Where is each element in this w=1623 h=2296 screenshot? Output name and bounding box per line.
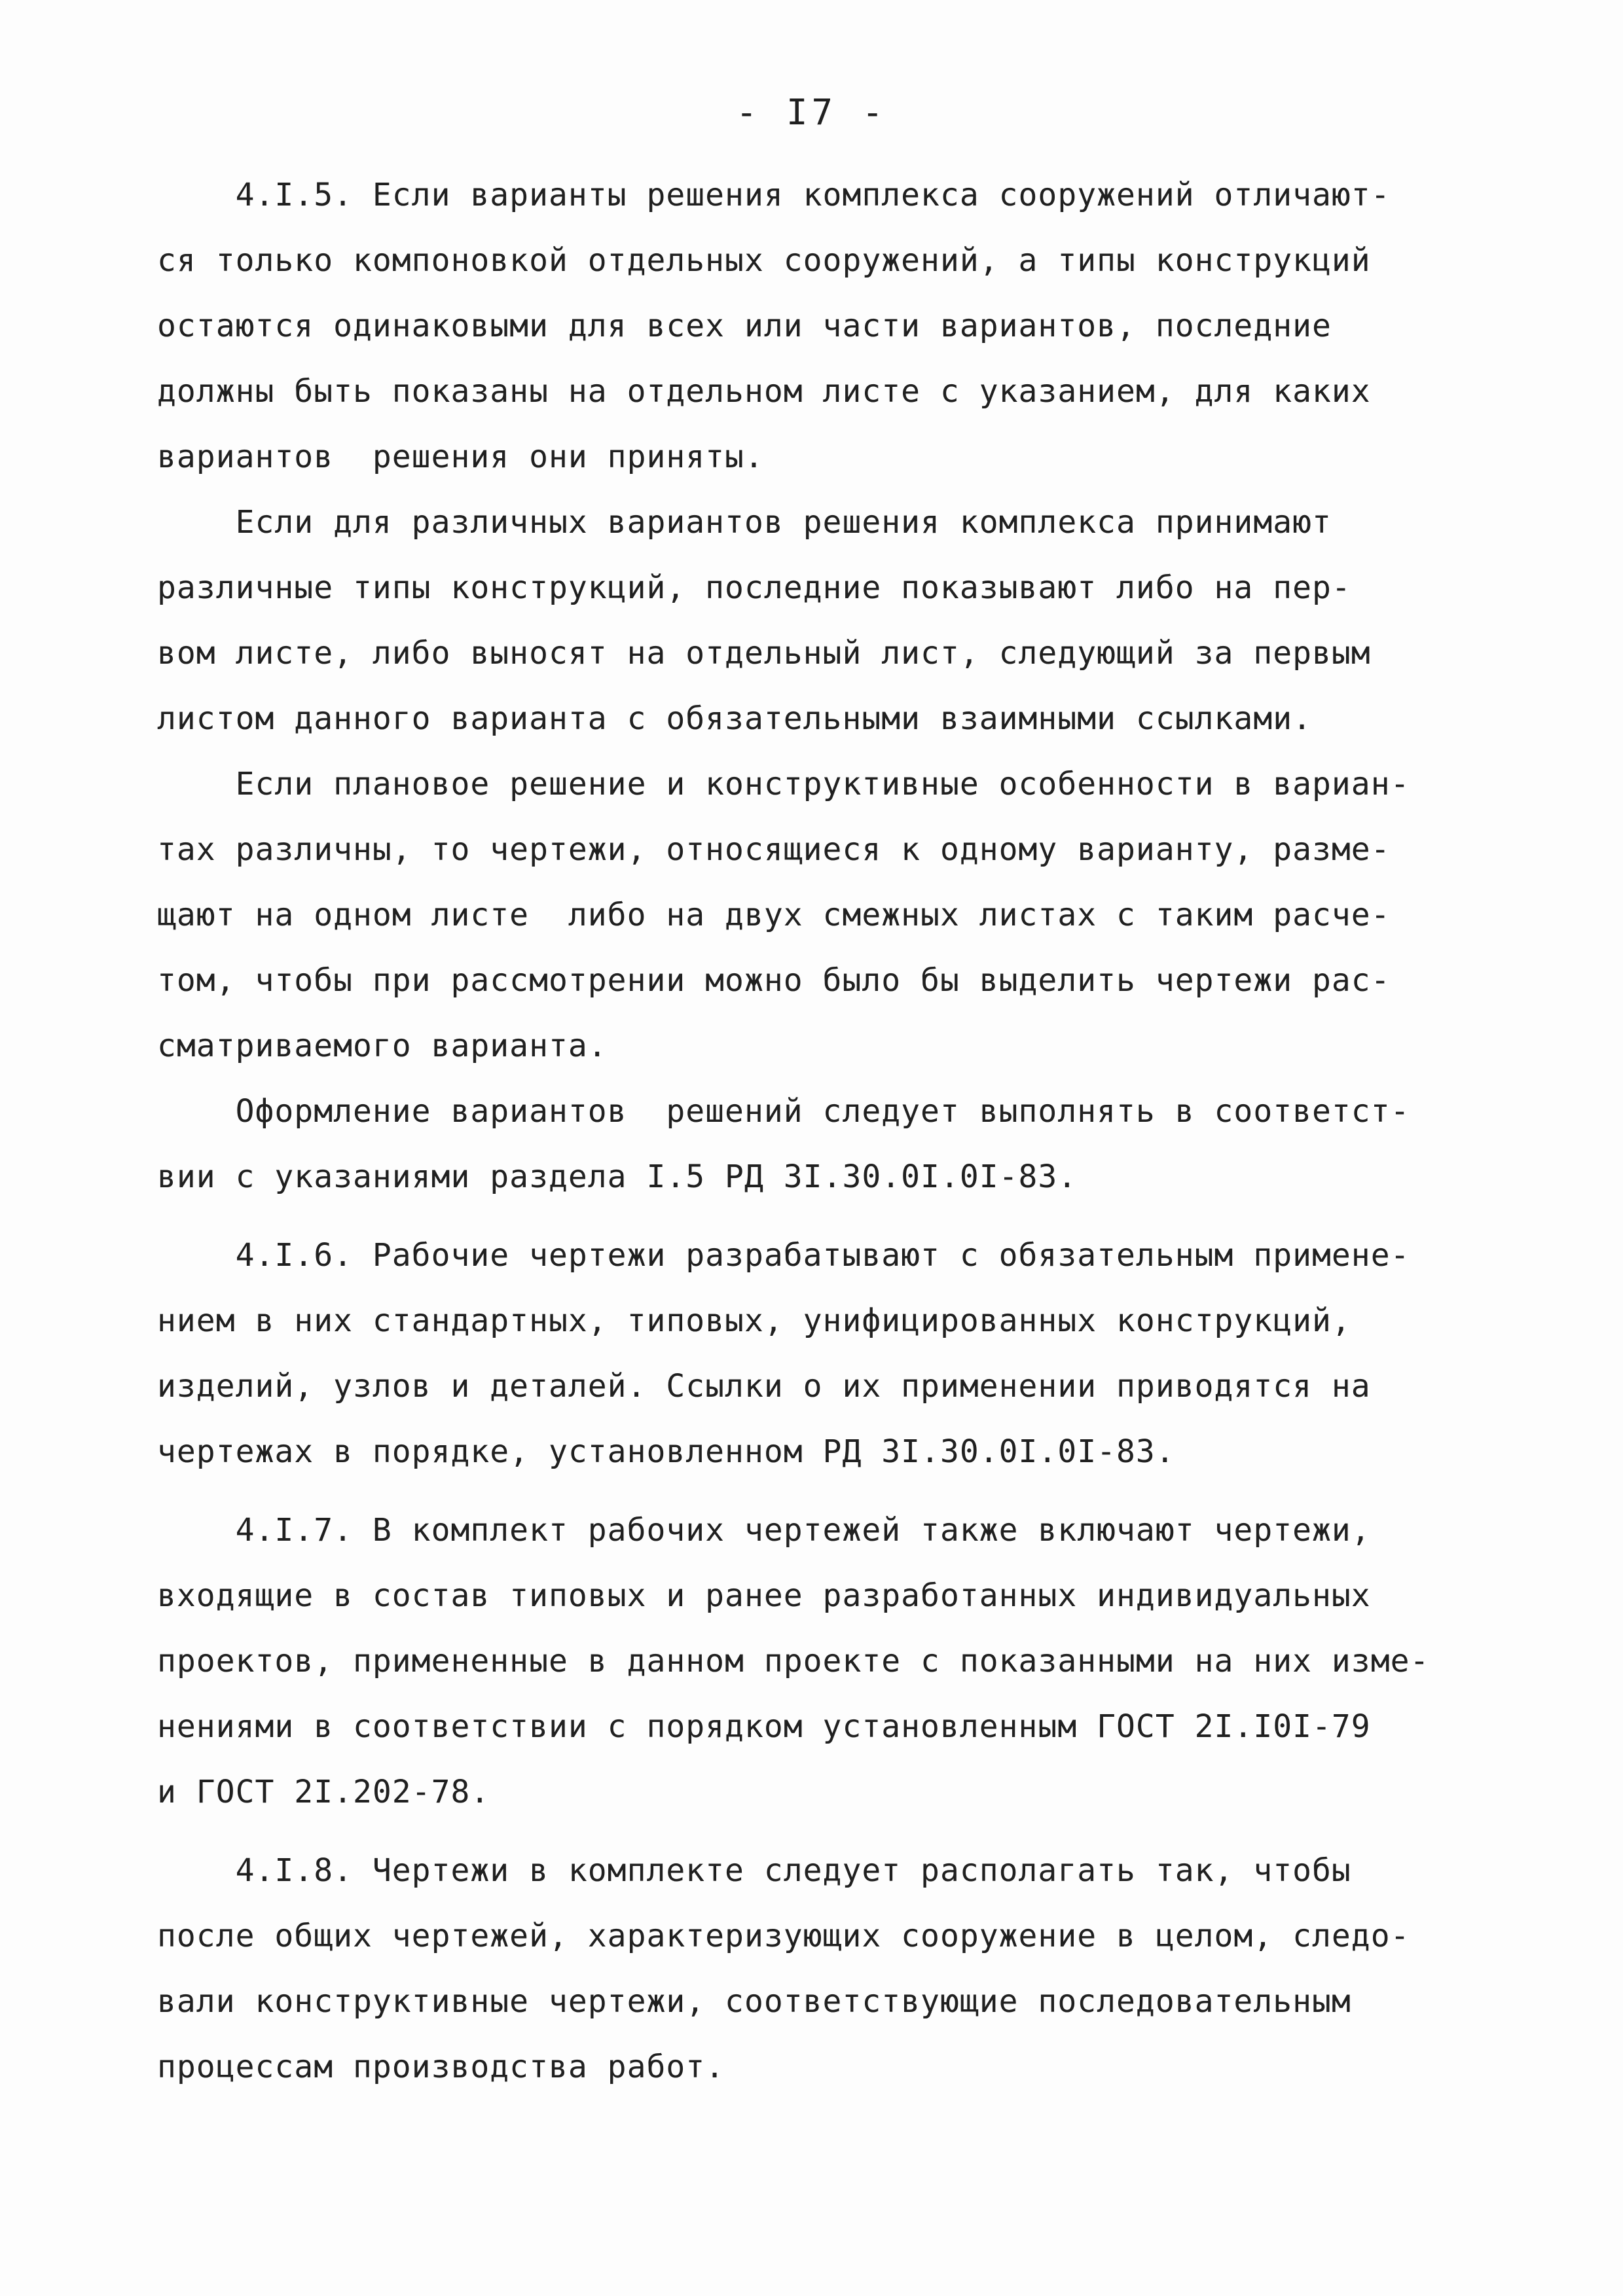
- text-line: ся только компоновкой отдельных сооружений, а типы конструкций: [157, 242, 1371, 279]
- text-line: Оформление вариантов решений следует выполнять в соответст-: [157, 1093, 1410, 1130]
- text-line: Если для различных вариантов решения комплекса принимают: [157, 504, 1332, 541]
- text-line: и ГОСТ 2I.202-78.: [157, 1774, 490, 1810]
- text-line: 4.I.5. Если варианты решения комплекса сооружений отличают-: [157, 177, 1391, 213]
- text-line: проектов, примененные в данном проекте с показанными на них изме-: [157, 1643, 1430, 1679]
- text-line: вариантов решения они приняты.: [157, 439, 764, 475]
- text-line: процессам производства работ.: [157, 2049, 725, 2085]
- text-line: Если плановое решение и конструктивные особенности в вариан-: [157, 766, 1410, 802]
- text-line: листом данного варианта с обязательными взаимными ссылками.: [157, 700, 1313, 737]
- text-line: тах различны, то чертежи, относящиеся к одному варианту, разме-: [157, 831, 1391, 868]
- text-line: после общих чертежей, характеризующих сооружение в целом, следо-: [157, 1918, 1410, 1954]
- text-line: вии с указаниями раздела I.5 РД 3I.30.0I.0I-83.: [157, 1158, 1078, 1195]
- text-line: входящие в состав типовых и ранее разработанных индивидуальных: [157, 1577, 1371, 1614]
- text-line: щают на одном листе либо на двух смежных листах с таким расче-: [157, 897, 1391, 933]
- text-line: должны быть показаны на отдельном листе с указанием, для каких: [157, 373, 1371, 410]
- text-line: вали конструктивные чертежи, соответствующие последовательным: [157, 1983, 1351, 2020]
- text-line: 4.I.7. В комплект рабочих чертежей также включают чертежи,: [157, 1512, 1371, 1549]
- page-number: - I7 -: [735, 92, 888, 133]
- text-line: сматриваемого варианта.: [157, 1028, 608, 1064]
- text-line: вом листе, либо выносят на отдельный лист, следующий за первым: [157, 635, 1371, 672]
- text-line: различные типы конструкций, последние показывают либо на пер-: [157, 569, 1351, 606]
- text-line: нием в них стандартных, типовых, унифицированных конструкций,: [157, 1302, 1351, 1339]
- text-line: 4.I.6. Рабочие чертежи разрабатывают с обязательным примене-: [157, 1237, 1410, 1274]
- text-line: 4.I.8. Чертежи в комплекте следует располагать так, чтобы: [157, 1852, 1351, 1889]
- text-line: изделий, узлов и деталей. Ссылки о их применении приводятся на: [157, 1368, 1371, 1405]
- text-line: чертежах в порядке, установленном РД 3I.30.0I.0I-83.: [157, 1433, 1175, 1470]
- text-line: том, чтобы при рассмотрении можно было бы выделить чертежи рас-: [157, 962, 1391, 999]
- text-line: остаются одинаковыми для всех или части вариантов, последние: [157, 308, 1332, 344]
- text-line: нениями в соответствии с порядком установленным ГОСТ 2I.I0I-79: [157, 1708, 1371, 1745]
